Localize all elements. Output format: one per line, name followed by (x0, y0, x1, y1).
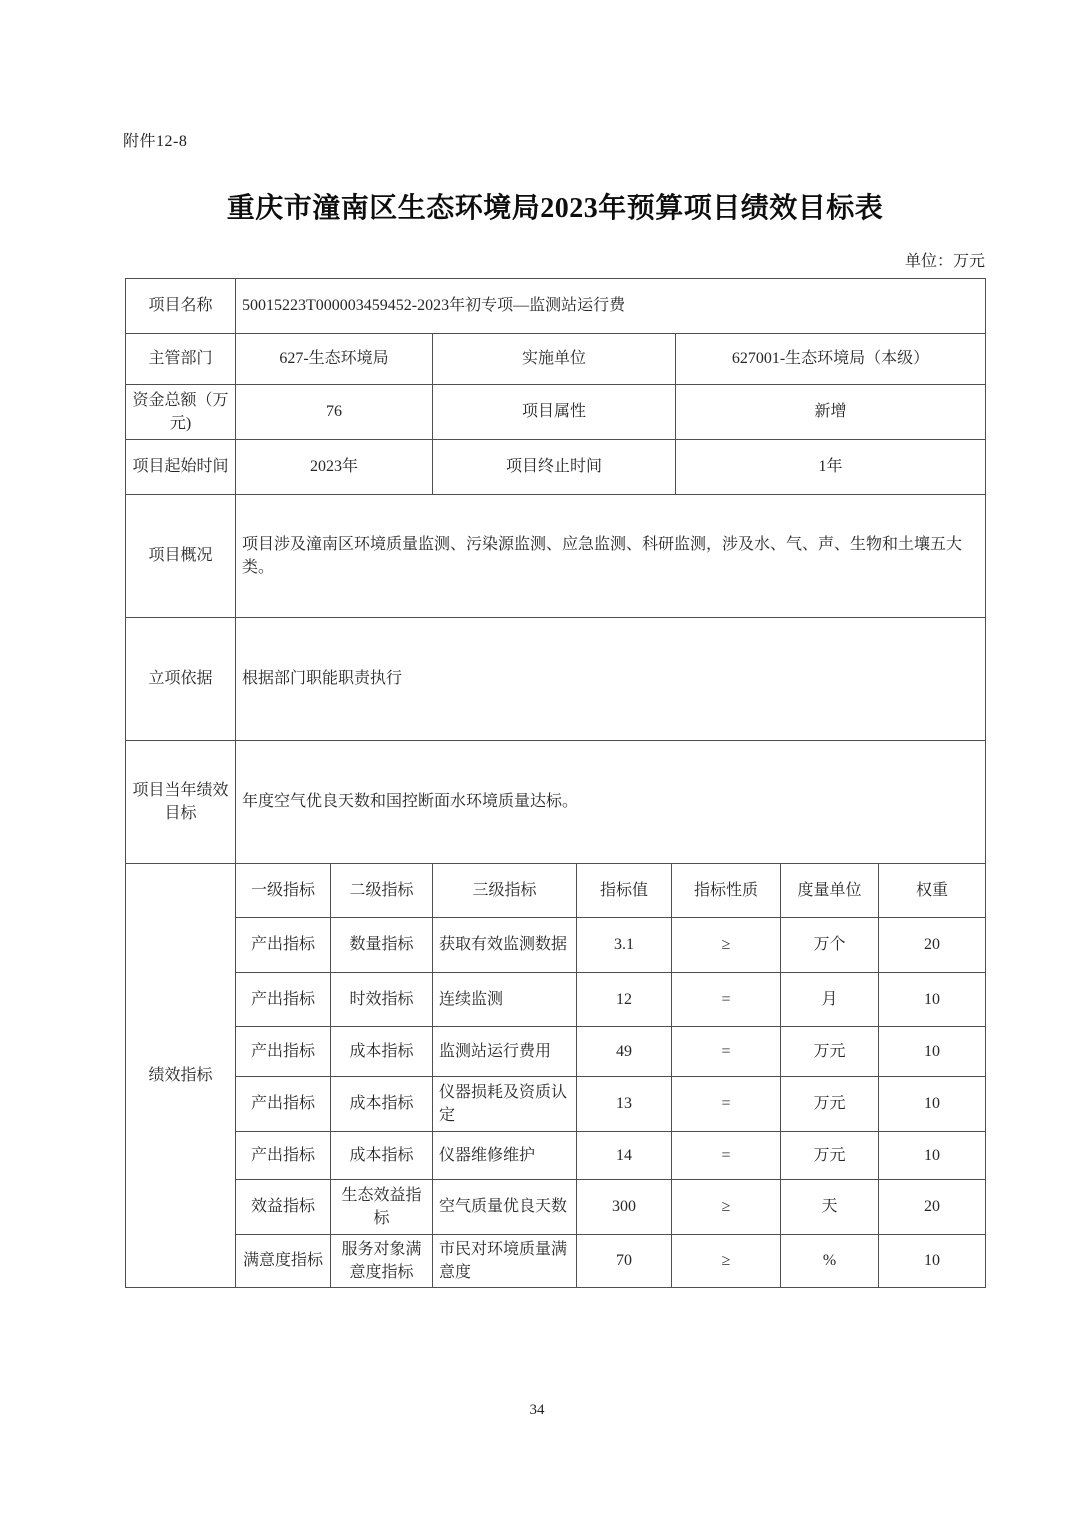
indicator-nature: ≥ (672, 1235, 781, 1288)
unit-note: 单位：万元 (904, 253, 985, 270)
indicator-level2: 生态效益指标 (331, 1180, 433, 1235)
end-time-value: 1年 (676, 440, 986, 495)
indicator-level3: 市民对环境质量满意度 (433, 1235, 577, 1288)
project-name-label: 项目名称 (126, 279, 236, 334)
indicator-row (126, 1235, 986, 1288)
indicator-level1: 满意度指标 (236, 1235, 331, 1288)
indicator-unit: 天 (781, 1180, 879, 1235)
header-value: 指标值 (577, 864, 672, 918)
attribute-label: 项目属性 (433, 385, 676, 440)
annual-goal-label: 项目当年绩效目标 (126, 741, 236, 864)
indicator-level3: 仪器损耗及资质认定 (433, 1077, 577, 1132)
end-time-label: 项目终止时间 (433, 440, 676, 495)
project-name-value: 50015223T000003459452-2023年初专项—监测站运行费 (236, 279, 986, 334)
row-basis (126, 618, 986, 741)
indicator-weight: 10 (879, 1077, 986, 1132)
indicator-value: 300 (577, 1180, 672, 1235)
indicator-nature: ≥ (672, 1180, 781, 1235)
indicator-row (126, 1027, 986, 1077)
row-project-name (126, 279, 986, 334)
indicator-nature: = (672, 973, 781, 1027)
indicator-unit: 万元 (781, 1132, 879, 1180)
header-unit: 度量单位 (781, 864, 879, 918)
dept-label: 主管部门 (126, 334, 236, 385)
indicators-section-label: 绩效指标 (126, 864, 236, 1288)
attribute-value: 新增 (676, 385, 986, 440)
indicator-row (126, 973, 986, 1027)
indicator-nature: = (672, 1132, 781, 1180)
row-dept-unit (126, 334, 986, 385)
basis-value: 根据部门职能职责执行 (236, 618, 986, 741)
annual-goal-value: 年度空气优良天数和国控断面水环境质量达标。 (236, 741, 986, 864)
total-fund-value: 76 (236, 385, 433, 440)
row-annual-goal (126, 741, 986, 864)
header-weight: 权重 (879, 864, 986, 918)
indicator-value: 12 (577, 973, 672, 1027)
performance-target-table (125, 278, 985, 1288)
page-number: 34 (529, 1402, 545, 1418)
header-nature: 指标性质 (672, 864, 781, 918)
indicator-row (126, 1077, 986, 1132)
performance-indicators-table (125, 863, 986, 1288)
indicator-row (126, 1180, 986, 1235)
indicator-level3: 连续监测 (433, 973, 577, 1027)
indicator-weight: 10 (879, 1132, 986, 1180)
overview-value: 项目涉及潼南区环境质量监测、污染源监测、应急监测、科研监测，涉及水、气、声、生物和土壤五大类。 (236, 495, 986, 618)
header-level2: 二级指标 (331, 864, 433, 918)
indicator-weight: 20 (879, 1180, 986, 1235)
indicator-level2: 成本指标 (331, 1077, 433, 1132)
indicator-value: 14 (577, 1132, 672, 1180)
indicator-row (126, 1132, 986, 1180)
header-level1: 一级指标 (236, 864, 331, 918)
start-time-value: 2023年 (236, 440, 433, 495)
indicator-row (126, 918, 986, 973)
page-title: 重庆市潼南区生态环境局2023年预算项目绩效目标表 (226, 193, 884, 224)
impl-unit-value: 627001-生态环境局（本级） (676, 334, 986, 385)
indicator-level1: 产出指标 (236, 1077, 331, 1132)
start-time-label: 项目起始时间 (126, 440, 236, 495)
row-fund-attribute (126, 385, 986, 440)
indicators-header-row (126, 864, 986, 918)
indicator-value: 70 (577, 1235, 672, 1288)
row-time (126, 440, 986, 495)
indicator-level3: 获取有效监测数据 (433, 918, 577, 973)
dept-value: 627-生态环境局 (236, 334, 433, 385)
indicator-level1: 产出指标 (236, 918, 331, 973)
indicator-level3: 仪器维修维护 (433, 1132, 577, 1180)
indicator-nature: = (672, 1027, 781, 1077)
indicator-level3: 空气质量优良天数 (433, 1180, 577, 1235)
project-info-table (125, 278, 986, 864)
indicator-weight: 10 (879, 1027, 986, 1077)
impl-unit-label: 实施单位 (433, 334, 676, 385)
indicator-nature: = (672, 1077, 781, 1132)
indicator-weight: 20 (879, 918, 986, 973)
indicator-nature: ≥ (672, 918, 781, 973)
indicator-value: 49 (577, 1027, 672, 1077)
indicator-unit: 万元 (781, 1027, 879, 1077)
indicator-level2: 服务对象满意度指标 (331, 1235, 433, 1288)
attachment-label: 附件12-8 (123, 133, 188, 150)
indicator-level2: 成本指标 (331, 1027, 433, 1077)
indicator-weight: 10 (879, 1235, 986, 1288)
indicator-unit: 万个 (781, 918, 879, 973)
overview-label: 项目概况 (126, 495, 236, 618)
indicator-value: 13 (577, 1077, 672, 1132)
indicator-level2: 数量指标 (331, 918, 433, 973)
indicator-level3: 监测站运行费用 (433, 1027, 577, 1077)
indicator-unit: % (781, 1235, 879, 1288)
indicator-level1: 产出指标 (236, 973, 331, 1027)
indicator-level2: 成本指标 (331, 1132, 433, 1180)
total-fund-label: 资金总额（万元) (126, 385, 236, 440)
indicator-value: 3.1 (577, 918, 672, 973)
indicator-weight: 10 (879, 973, 986, 1027)
row-overview (126, 495, 986, 618)
indicator-level1: 产出指标 (236, 1132, 331, 1180)
indicator-unit: 月 (781, 973, 879, 1027)
indicator-unit: 万元 (781, 1077, 879, 1132)
header-level3: 三级指标 (433, 864, 577, 918)
indicator-level1: 效益指标 (236, 1180, 331, 1235)
indicator-level1: 产出指标 (236, 1027, 331, 1077)
basis-label: 立项依据 (126, 618, 236, 741)
indicator-level2: 时效指标 (331, 973, 433, 1027)
